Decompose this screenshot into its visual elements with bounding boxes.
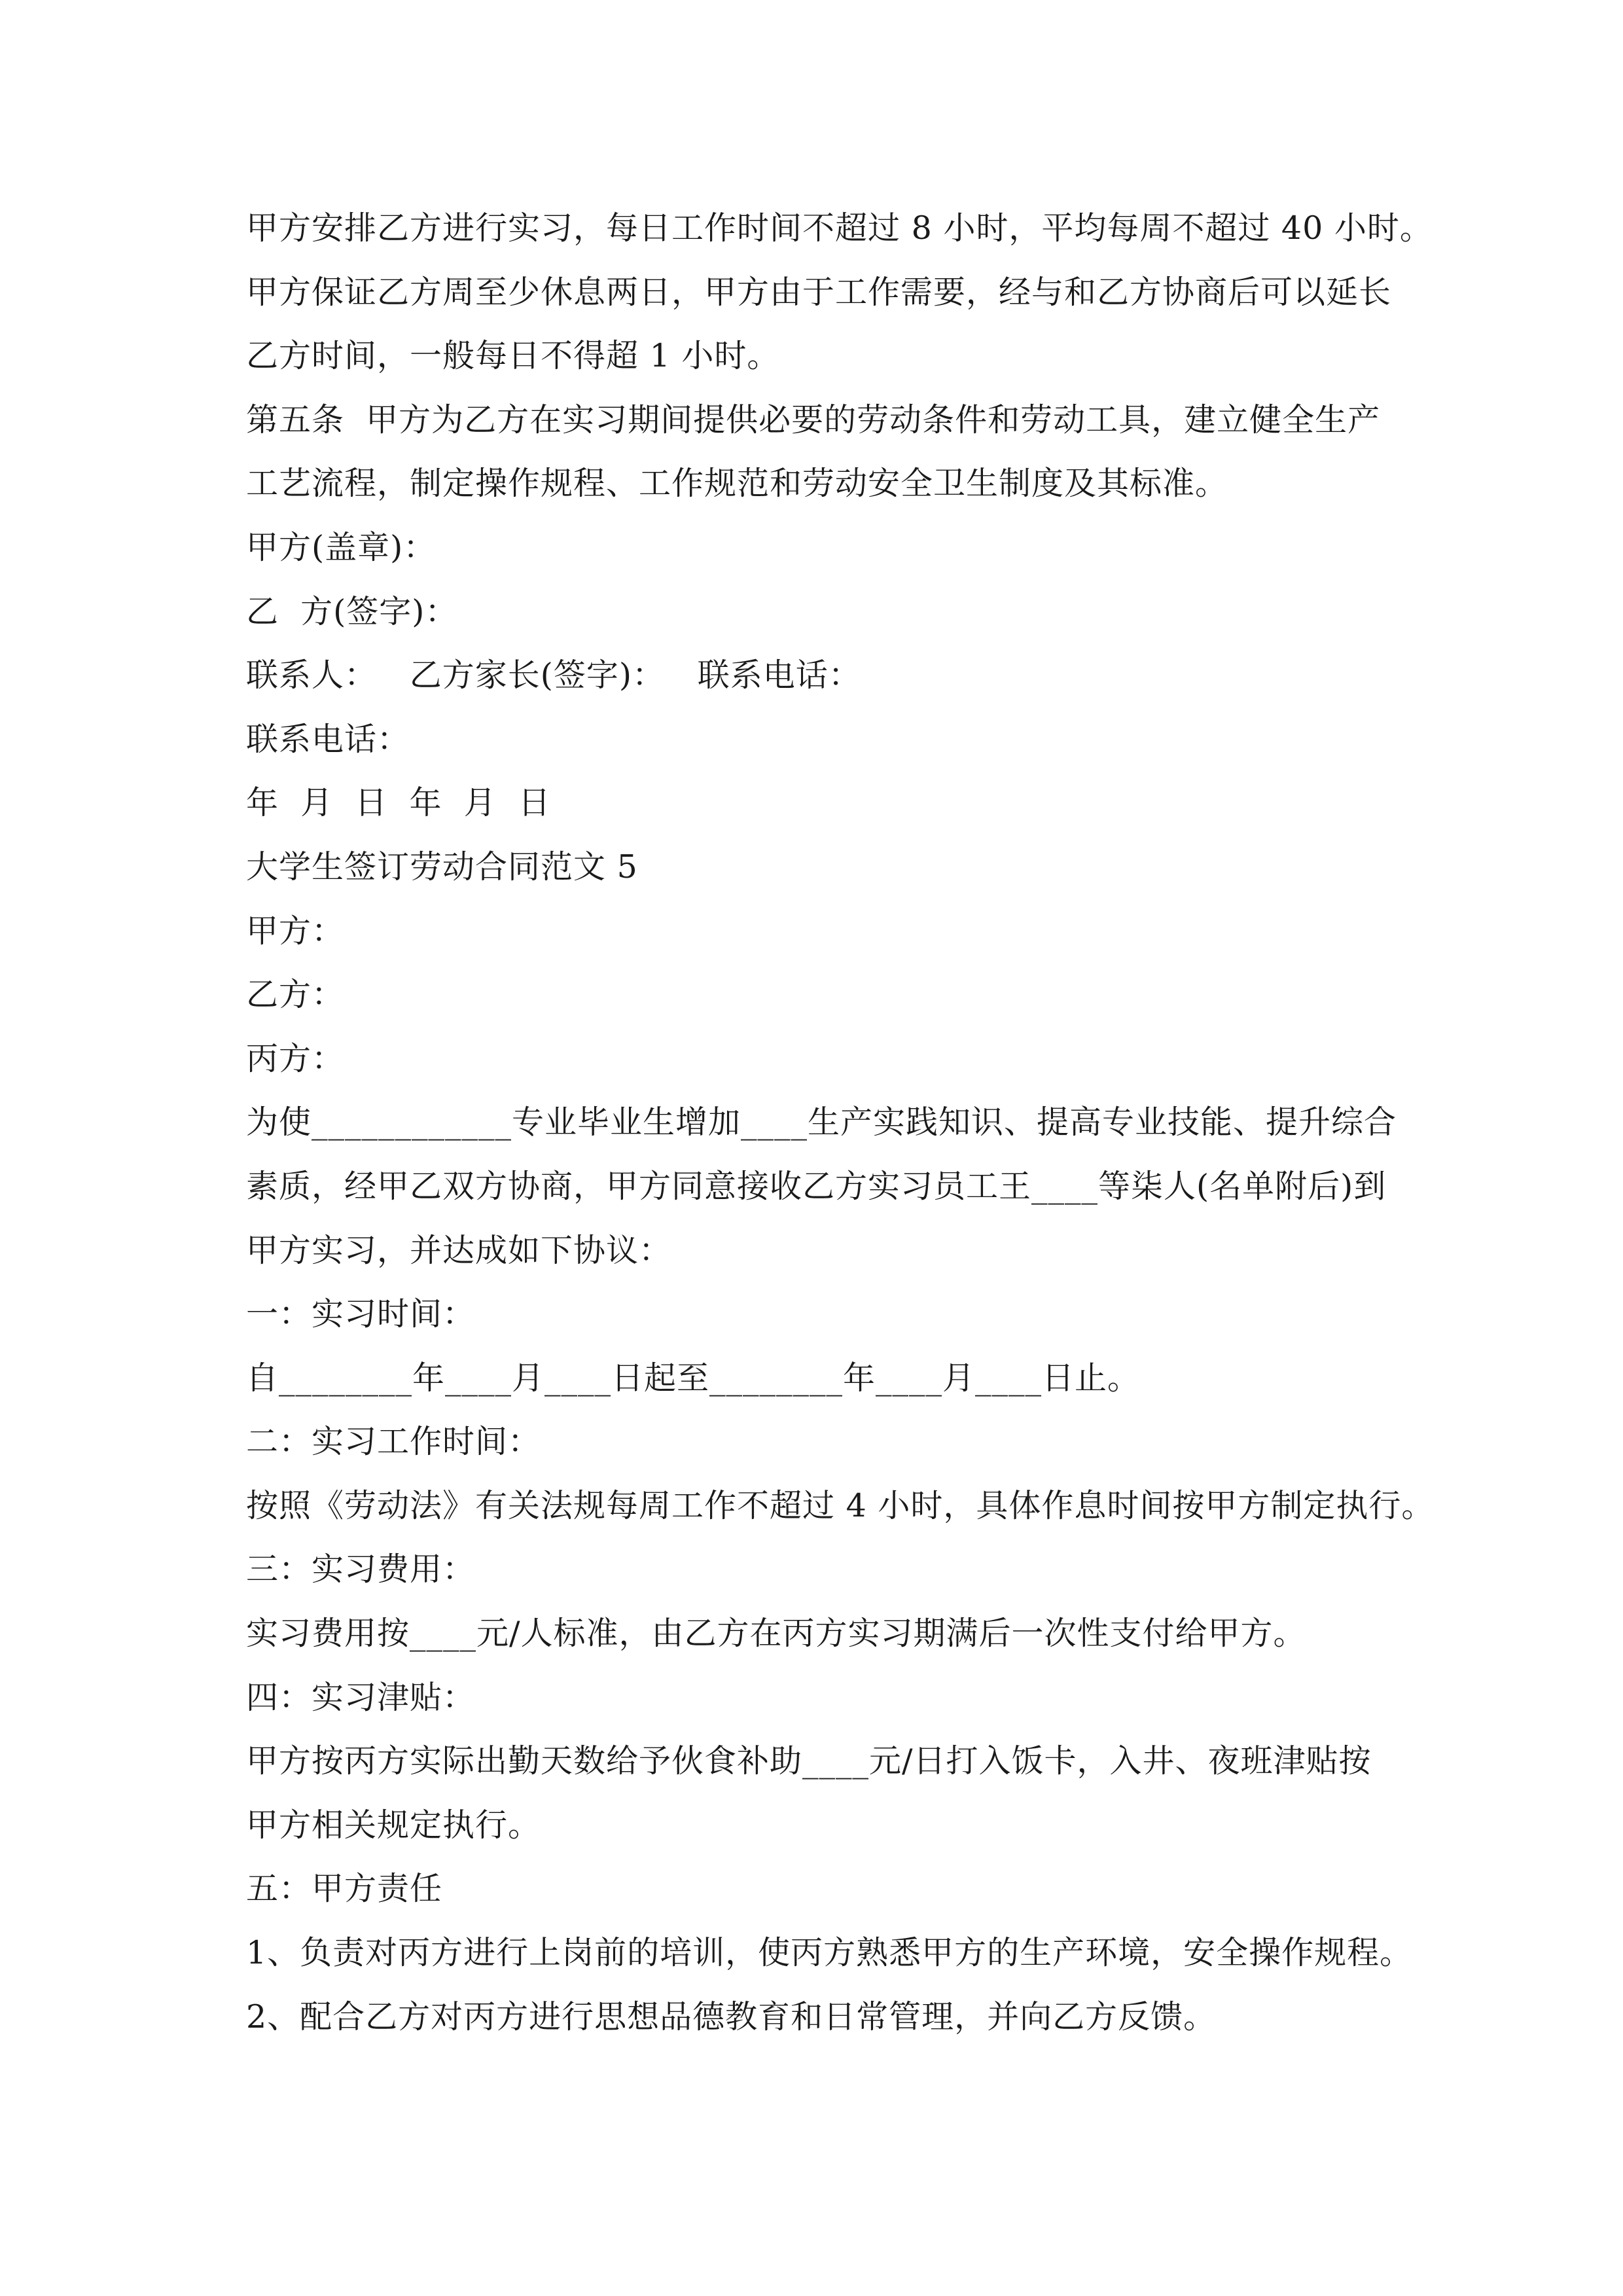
contact-line: 联系人： 乙方家长(签字)： 联系电话： bbox=[246, 656, 861, 694]
text-line: 甲方实习，并达成如下协议： bbox=[246, 1231, 672, 1269]
contact-phone-line: 联系电话： bbox=[246, 720, 410, 758]
clause-heading: 三：实习费用： bbox=[246, 1551, 476, 1588]
article-five-line: 第五条 甲方为乙方在实习期间提供必要的劳动条件和劳动工具，建立健全生产 bbox=[246, 401, 1381, 439]
text-line: 甲方相关规定执行。 bbox=[246, 1806, 541, 1844]
clause-heading: 五：甲方责任 bbox=[246, 1870, 443, 1908]
document-body bbox=[246, 196, 1435, 2049]
list-item: 2、配合乙方对丙方进行思想品德教育和日常管理，并向乙方反馈。 bbox=[246, 1998, 1217, 2036]
text-line: 实习费用按____元/人标准，由乙方在丙方实习期满后一次性支付给甲方。 bbox=[246, 1615, 1306, 1653]
text-line: 为使____________专业毕业生增加____生产实践知识、提高专业技能、提升综合 bbox=[246, 1103, 1397, 1141]
party-a-seal-line: 甲方(盖章)： bbox=[246, 528, 437, 566]
text-line: 素质，经甲乙双方协商，甲方同意接收乙方实习员工王____等柒人(名单附后)到 bbox=[246, 1167, 1387, 1205]
clause-heading: 二：实习工作时间： bbox=[246, 1423, 541, 1461]
party-a-line: 甲方： bbox=[246, 912, 345, 950]
party-c-line: 丙方： bbox=[246, 1039, 345, 1077]
section-title: 大学生签订劳动合同范文 5 bbox=[246, 848, 638, 886]
party-b-line: 乙方： bbox=[246, 976, 345, 1014]
text-line: 甲方按丙方实际出勤天数给予伙食补助____元/日打入饭卡，入井、夜班津贴按 bbox=[246, 1742, 1372, 1780]
text-line: 乙方时间，一般每日不得超 1 小时。 bbox=[246, 337, 780, 375]
list-item: 1、负责对丙方进行上岗前的培训，使丙方熟悉甲方的生产环境，安全操作规程。 bbox=[246, 1934, 1413, 1972]
date-line: 年 月 日 年 月 日 bbox=[246, 784, 551, 822]
text-line: 按照《劳动法》有关法规每周工作不超过 4 小时，具体作息时间按甲方制定执行。 bbox=[246, 1486, 1435, 1524]
party-b-signature-line: 乙 方(签字)： bbox=[246, 592, 458, 630]
clause-heading: 一：实习时间： bbox=[246, 1295, 476, 1333]
text-line: 自________年____月____日起至________年____月____日止。 bbox=[246, 1359, 1141, 1397]
text-line: 工艺流程，制定操作规程、工作规范和劳动安全卫生制度及其标准。 bbox=[246, 465, 1228, 503]
text-line: 甲方安排乙方进行实习，每日工作时间不超过 8 小时，平均每周不超过 40 小时。 bbox=[246, 209, 1433, 247]
text-line: 甲方保证乙方周至少休息两日，甲方由于工作需要，经与和乙方协商后可以延长 bbox=[246, 273, 1392, 311]
clause-heading: 四：实习津贴： bbox=[246, 1678, 476, 1716]
